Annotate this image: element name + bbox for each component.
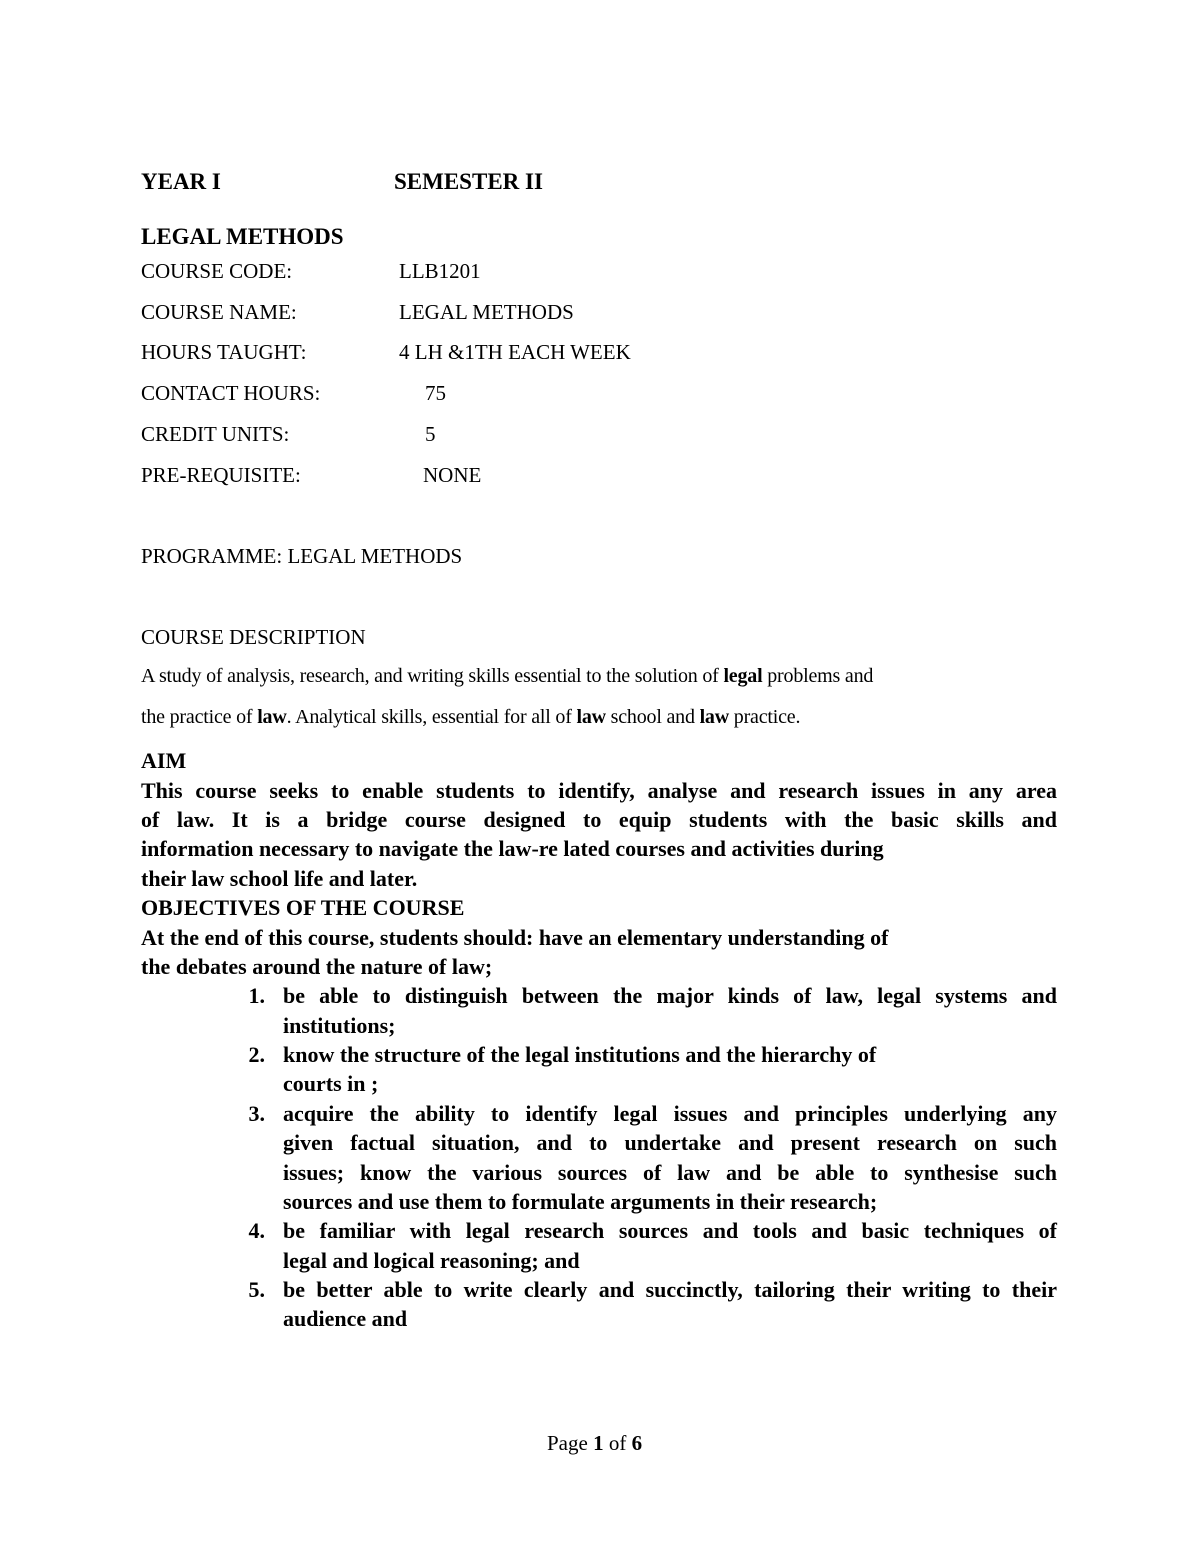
- aim-heading: AIM: [141, 748, 187, 773]
- objective-number: 5.: [248, 1277, 265, 1302]
- objective-line: institutions;: [283, 1013, 396, 1038]
- objective-number: 1.: [248, 983, 265, 1008]
- semester-heading: SEMESTER II: [394, 169, 543, 194]
- field-value-prerequisite: NONE: [423, 463, 482, 487]
- year-heading: YEAR I: [141, 169, 221, 194]
- objective-line: acquire the ability to identify legal issues and principles underlying any: [283, 1101, 1057, 1126]
- field-value-contact-hours: 75: [425, 381, 446, 405]
- field-label-course-name: COURSE NAME:: [141, 300, 297, 324]
- field-label-hours-taught: HOURS TAUGHT:: [141, 340, 307, 364]
- aim-line-4: their law school life and later.: [141, 866, 418, 891]
- objective-line: issues; know the various sources of law and be able to synthesise such: [283, 1160, 1057, 1185]
- objective-line: be familiar with legal research sources and tools and basic techniques of: [283, 1218, 1057, 1243]
- objectives-heading: OBJECTIVES OF THE COURSE: [141, 895, 465, 920]
- objective-line: legal and logical reasoning; and: [283, 1248, 580, 1273]
- field-value-course-name: LEGAL METHODS: [399, 300, 574, 324]
- course-description-heading: COURSE DESCRIPTION: [141, 625, 366, 649]
- objective-line: sources and use them to formulate arguments in their research;: [283, 1189, 878, 1214]
- objective-line: given factual situation, and to undertake and present research on such: [283, 1130, 1057, 1155]
- objective-line: be able to distinguish between the major kinds of law, legal systems and: [283, 983, 1057, 1008]
- page-number-footer: Page 1 of 6: [547, 1431, 643, 1455]
- objectives-intro-line-1: At the end of this course, students should: have an elementary understanding of: [141, 925, 889, 950]
- objective-line: be better able to write clearly and succinctly, tailoring their writing to their: [283, 1277, 1057, 1302]
- field-value-credit-units: 5: [425, 422, 436, 446]
- aim-line-2: of law. It is a bridge course designed to equip students with the basic skills and: [141, 807, 1057, 832]
- objectives-intro-line-2: the debates around the nature of law;: [141, 954, 493, 979]
- objective-line: know the structure of the legal institutions and the hierarchy of: [283, 1042, 877, 1067]
- course-description-line-2: the practice of law. Analytical skills, essential for all of law school and law practice.: [141, 706, 801, 728]
- objective-number: 2.: [248, 1042, 265, 1067]
- field-value-course-code: LLB1201: [399, 259, 481, 283]
- objective-line: audience and: [283, 1306, 408, 1331]
- field-label-prerequisite: PRE-REQUISITE:: [141, 463, 301, 487]
- objective-line: courts in ;: [283, 1071, 379, 1096]
- course-title: LEGAL METHODS: [141, 224, 344, 249]
- course-description-line-1: A study of analysis, research, and writing skills essential to the solution of legal problems and: [141, 665, 874, 687]
- aim-line-1: This course seeks to enable students to identify, analyse and research issues in any area: [141, 778, 1057, 803]
- field-label-credit-units: CREDIT UNITS:: [141, 422, 290, 446]
- aim-line-3: information necessary to navigate the law-re lated courses and activities during: [141, 836, 884, 861]
- programme-line: PROGRAMME: LEGAL METHODS: [141, 544, 463, 568]
- objective-number: 4.: [248, 1218, 265, 1243]
- field-label-course-code: COURSE CODE:: [141, 259, 293, 283]
- field-value-hours-taught: 4 LH &1TH EACH WEEK: [399, 340, 631, 364]
- field-label-contact-hours: CONTACT HOURS:: [141, 381, 321, 405]
- objective-number: 3.: [248, 1101, 265, 1126]
